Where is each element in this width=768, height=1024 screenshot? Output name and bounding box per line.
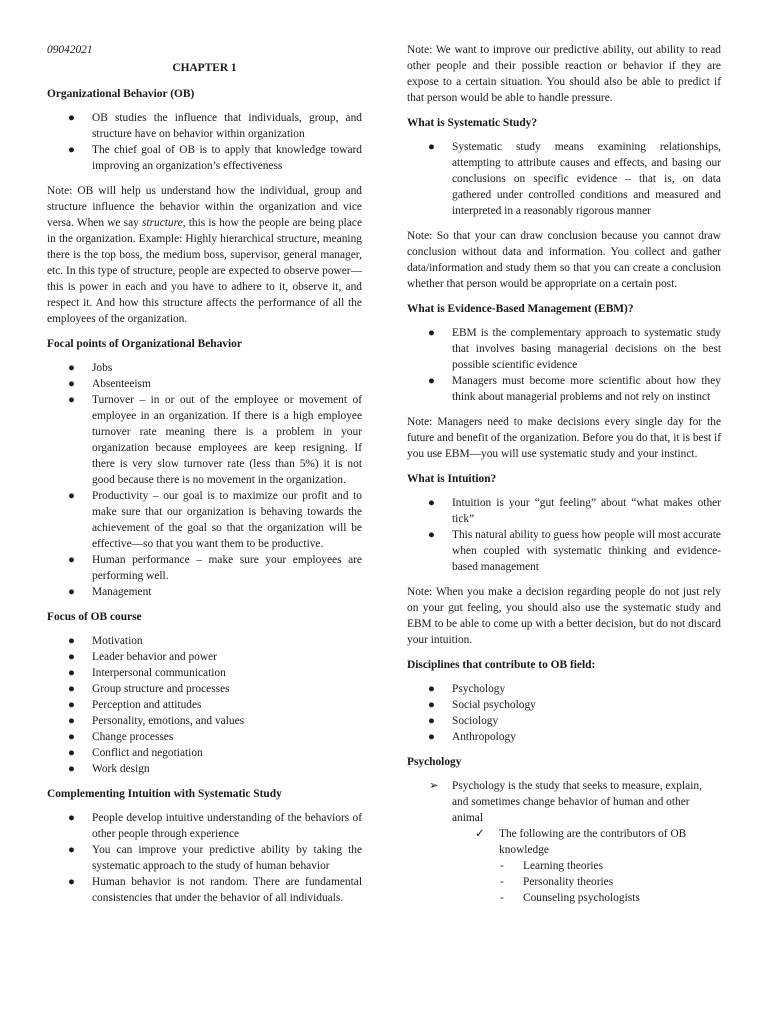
bullet-icon: ● [68, 747, 75, 759]
list-item-text: You can improve your predictive ability by taking the systematic approach to the study of human behavior [92, 844, 362, 872]
list-item [47, 713, 362, 729]
bullet-icon: ● [68, 683, 75, 695]
bullet-icon: ● [68, 876, 75, 888]
list-item [47, 729, 362, 745]
disciplines-list [407, 681, 721, 745]
bullet-icon: ● [68, 586, 75, 598]
list-item-text: The following are the contributors of OB knowledge [499, 828, 687, 856]
bullet-icon: ● [68, 731, 75, 743]
intuition-note: Note: When you make a decision regarding people do not just rely on your gut feeling, you should also use the systematic study and EBM to be able to come up with a better decision, but do not discard your intuition. [407, 586, 721, 646]
intuition-heading: What is Intuition? [407, 473, 497, 485]
bullet-icon: ● [68, 699, 75, 711]
focal-points-list [47, 360, 362, 600]
focus-list [47, 633, 362, 777]
list-item-text: Management [92, 586, 152, 598]
list-item [407, 495, 721, 527]
list-item [407, 681, 721, 697]
ebm-list [407, 325, 721, 405]
list-item [499, 890, 721, 906]
list-item-text: Personality, emotions, and values [92, 715, 245, 727]
bullet-icon: ● [68, 715, 75, 727]
list-item-text: Counseling psychologists [523, 892, 640, 904]
list-item [47, 142, 362, 174]
bullet-icon: ● [68, 112, 75, 124]
arrow-bullet-icon: ➢ [429, 780, 439, 792]
list-item [407, 139, 721, 219]
list-item-text: Motivation [92, 635, 143, 647]
bullet-icon: ● [68, 844, 75, 856]
ob-note [47, 183, 362, 327]
psychology-list [407, 778, 721, 906]
list-item [499, 874, 721, 890]
intuition-list [407, 495, 721, 575]
dash-icon: - [500, 860, 504, 872]
list-item-text: Social psychology [452, 699, 536, 711]
bullet-icon: ● [68, 378, 75, 390]
list-item-text: Systematic study means examining relationships, attempting to attribute causes and effects, and basing our conclusions on specific evidence – that is, on data gathered under controlled conditions and measured and interpreted in a reasonably rigorous manner [452, 141, 721, 217]
psychology-sublist [452, 826, 721, 906]
list-item [47, 745, 362, 761]
list-item [47, 681, 362, 697]
list-item-text: Anthropology [452, 731, 516, 743]
list-item-text: Jobs [92, 362, 113, 374]
ob-heading: Organizational Behavior (OB) [47, 88, 195, 100]
left-column [47, 42, 362, 915]
bullet-icon: ● [68, 490, 75, 502]
disciplines-heading: Disciplines that contribute to OB field: [407, 659, 596, 671]
ob-note-emphasis: structure, [141, 217, 186, 229]
bullet-icon: ● [68, 763, 75, 775]
list-item-text: Perception and attitudes [92, 699, 202, 711]
list-item-text: Sociology [452, 715, 499, 727]
list-item-text: Human behavior is not random. There are fundamental consistencies that under the behavior of all individuals. [92, 876, 362, 904]
complementing-list [47, 810, 362, 906]
list-item-text: OB studies the influence that individuals, group, and structure have on behavior within organization [92, 112, 362, 140]
list-item-text: Change processes [92, 731, 174, 743]
list-item-text: Personality theories [523, 876, 614, 888]
dash-icon: - [500, 876, 504, 888]
bullet-icon: ● [428, 497, 435, 509]
list-item-text: People develop intuitive understanding of the behaviors of other people through experience [92, 812, 362, 840]
psychology-heading: Psychology [407, 756, 462, 768]
bullet-icon: ● [428, 715, 435, 727]
bullet-icon: ● [68, 635, 75, 647]
list-item [47, 649, 362, 665]
list-item-text: The chief goal of OB is to apply that knowledge toward improving an organization’s effectiveness [92, 144, 362, 172]
list-item-text: EBM is the complementary approach to systematic study that involves basing managerial decisions on the best possible scientific evidence [452, 327, 721, 371]
predictive-note: Note: We want to improve our predictive ability, out ability to read other people and their possible reaction or behavior if they are expose to a certain situation. You should also be able to predict if that person would be able to handle pressure. [407, 44, 721, 104]
bullet-icon: ● [428, 141, 435, 153]
list-item [47, 697, 362, 713]
ob-bullet-list [47, 110, 362, 174]
ob-note-text-2: this is how the people are being place in the organization. Example: Highly hierarchical structure, meaning there is the top boss, the medium boss, supervisor, general manager, etc. In this type of structure, people are expected to observe power—this is power in each and you have to adhere to it, observe it, and respect it. And how this structure affects the performance of all the employees of the organization. [47, 217, 363, 325]
bullet-icon: ● [68, 554, 75, 566]
bullet-icon: ● [428, 731, 435, 743]
list-item [47, 110, 362, 142]
list-item-text: Conflict and negotiation [92, 747, 203, 759]
list-item-text: Work design [92, 763, 150, 775]
list-item [407, 729, 721, 745]
list-item-text: Absenteeism [92, 378, 151, 390]
bullet-icon: ● [428, 683, 435, 695]
list-item-text: Turnover – in or out of the employee or movement of employee in an organization. If there is a high employee turnover rate meaning there is a problem in your organization because employees are keep resigning. If there is very slow turnover rate (less than 5%) it is not good because there is no movement in the organization. [92, 394, 362, 486]
ebm-heading: What is Evidence-Based Management (EBM)? [407, 303, 634, 315]
checkmark-icon: ✓ [475, 828, 485, 840]
list-item [47, 842, 362, 874]
list-item [407, 325, 721, 373]
bullet-icon: ● [68, 651, 75, 663]
list-item-text: Intuition is your “gut feeling” about “what makes other tick” [452, 497, 721, 525]
document-date: 09042021 [47, 44, 93, 56]
bullet-icon: ● [428, 375, 435, 387]
bullet-icon: ● [68, 667, 75, 679]
list-item [407, 713, 721, 729]
list-item [47, 488, 362, 552]
list-item [47, 392, 362, 488]
list-item-text: Psychology is the study that seeks to measure, explain, and sometimes change behavior of human and other animal [452, 780, 702, 824]
systematic-study-heading: What is Systematic Study? [407, 117, 538, 129]
list-item [47, 584, 362, 600]
list-item [47, 874, 362, 906]
list-item-text: This natural ability to guess how people will most accurate when coupled with systematic thinking and evidence-based management [452, 529, 721, 573]
list-item-text: Managers must become more scientific about how they think about managerial problems and not rely on instinct [452, 375, 721, 403]
bullet-icon: ● [428, 529, 435, 541]
list-item [47, 360, 362, 376]
list-item [47, 552, 362, 584]
complementing-heading: Complementing Intuition with Systematic Study [47, 788, 282, 800]
ob-note-text-1: Note: OB will help us understand how the individual, group and structure influence the behavior within the organization and vice versa. When we say [47, 185, 362, 229]
bullet-icon: ● [68, 362, 75, 374]
list-item [452, 826, 721, 906]
systematic-study-list [407, 139, 721, 219]
dash-icon: - [500, 892, 504, 904]
list-item [47, 810, 362, 842]
list-item-text: Group structure and processes [92, 683, 230, 695]
list-item [47, 761, 362, 777]
bullet-icon: ● [68, 394, 75, 406]
list-item [407, 527, 721, 575]
right-column [407, 42, 721, 906]
contributors-list [499, 858, 721, 906]
list-item-text: Interpersonal communication [92, 667, 226, 679]
focus-heading: Focus of OB course [47, 611, 142, 623]
bullet-icon: ● [428, 699, 435, 711]
chapter-title: CHAPTER 1 [172, 62, 237, 74]
list-item [407, 373, 721, 405]
bullet-icon: ● [428, 327, 435, 339]
list-item [407, 697, 721, 713]
list-item-text: Learning theories [523, 860, 604, 872]
list-item-text: Productivity – our goal is to maximize our profit and to make sure that our organization is behaving towards the achievement of the goal so that the organization will be effective—so that you want them to be productive. [92, 490, 362, 550]
list-item-text: Leader behavior and power [92, 651, 217, 663]
list-item [499, 858, 721, 874]
bullet-icon: ● [68, 144, 75, 156]
focal-points-heading: Focal points of Organizational Behavior [47, 338, 242, 350]
list-item-text: Psychology [452, 683, 506, 695]
list-item [47, 376, 362, 392]
ebm-note: Note: Managers need to make decisions every single day for the future and benefit of the organization. Before you do that, it is best if you use EBM—you will use systematic study and your instinct. [407, 416, 721, 460]
list-item-text: Human performance – make sure your employees are performing well. [92, 554, 362, 582]
systematic-study-note: Note: So that your can draw conclusion because you cannot draw conclusion without data and information. You collect and gather data/information and study them so that you can create a conclusion whether that person would be appropriate on a certain post. [407, 230, 721, 290]
list-item [47, 633, 362, 649]
list-item [407, 778, 721, 906]
bullet-icon: ● [68, 812, 75, 824]
list-item [47, 665, 362, 681]
